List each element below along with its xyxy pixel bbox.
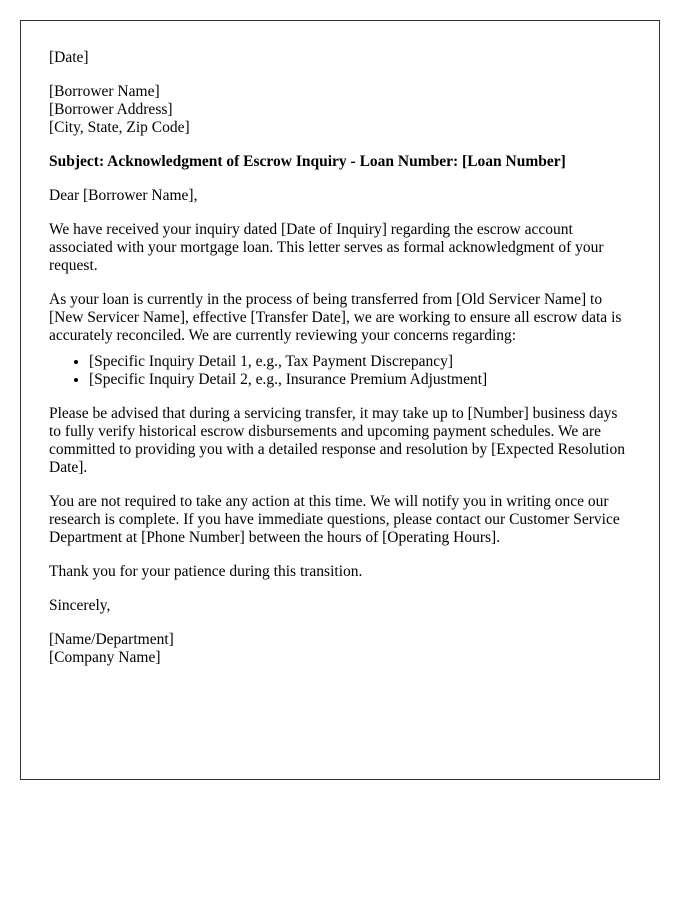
city-state-zip: [City, State, Zip Code] (49, 119, 190, 136)
inquiry-detail-item: • [Specific Inquiry Detail 1, e.g., Tax Payment Discrepancy] (89, 353, 631, 371)
inquiry-detail-item: • [Specific Inquiry Detail 2, e.g., Insurance Premium Adjustment] (89, 371, 631, 389)
date-text: [Date] (49, 49, 89, 66)
paragraph-thanks: Thank you for your patience during this transition. (49, 563, 363, 580)
paragraph-timeline: Please be advised that during a servicing transfer, it may take up to [Number] business days to fully verify historical escrow disbursements and upcoming payment schedules. We are committed to providing you with a detailed response and resolution by [Expected Resolution Date]. (49, 405, 625, 476)
signature-company: [Company Name] (49, 649, 161, 666)
recipient-address-block (49, 83, 631, 137)
signature-block (49, 631, 631, 667)
borrower-name: [Borrower Name] (49, 83, 160, 100)
paragraph-no-action: You are not required to take any action at this time. We will notify you in writing once our research is complete. If you have immediate questions, please contact our Customer Service Department at [Phone Number] between the hours of [Operating Hours]. (49, 493, 620, 546)
subject-line: Subject: Acknowledgment of Escrow Inquiry - Loan Number: [Loan Number] (49, 153, 566, 170)
borrower-address: [Borrower Address] (49, 101, 173, 118)
signature-name-department: [Name/Department] (49, 631, 174, 648)
letter-date (49, 49, 631, 67)
paragraph-transfer-status: As your loan is currently in the process of being transferred from [Old Servicer Name] to [New Servicer Name], effective [Transfer Date], we are working to ensure all escrow data is accurately reconciled. We are currently reviewing your concerns regarding: (49, 291, 622, 344)
letter-page (20, 20, 660, 780)
closing: Sincerely, (49, 597, 111, 614)
inquiry-details-list (49, 353, 631, 389)
salutation: Dear [Borrower Name], (49, 187, 198, 204)
paragraph-inquiry-received: We have received your inquiry dated [Date of Inquiry] regarding the escrow account associated with your mortgage loan. This letter serves as formal acknowledgment of your request. (49, 221, 604, 274)
